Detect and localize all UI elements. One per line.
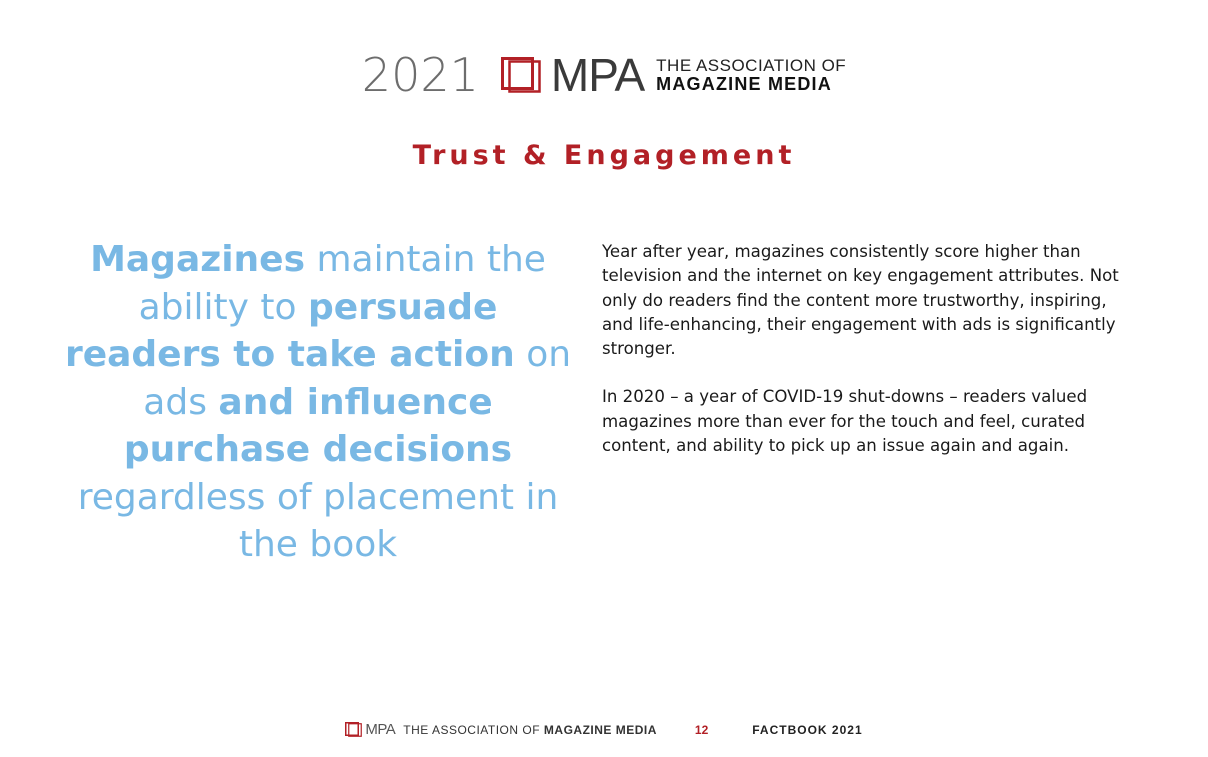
pull-quote-segment: regardless of placement in the book [77, 476, 559, 565]
pull-quote-segment: persuade readers to take action [64, 286, 515, 375]
footer-association [403, 723, 657, 737]
pull-quote-segment: and influence purchase decisions [123, 381, 513, 470]
header [0, 48, 1208, 102]
header-year: 2021 [361, 48, 479, 102]
body-paragraph-1: Year after year, magazines consistently score higher than television and the internet on key engagement attributes. Not only do readers find the content more trustworthy, inspiring, and life-enhancing, their engagement with ads is significantly stronger. [602, 242, 1119, 359]
body-paragraph-2: In 2020 – a year of COVID-19 shut-downs – readers valued magazines more than ever for the touch and feel, curated content, and ability to pick up an issue again and again. [602, 387, 1088, 456]
footer-association-bold: MAGAZINE MEDIA [543, 722, 657, 737]
page-title: Trust & Engagement [412, 140, 796, 171]
mpa-logo-text: MPA [550, 49, 645, 101]
mpa-logo-icon [501, 57, 541, 93]
footer-logo [345, 721, 395, 738]
page-number: 12 [694, 722, 709, 737]
pull-quote-segment: maintain the ability to [138, 239, 546, 328]
association-line-1: THE ASSOCIATION OF [656, 56, 847, 75]
footer [0, 721, 1208, 738]
footer-association-prefix: THE ASSOCIATION OF [403, 722, 544, 737]
association-name [656, 57, 846, 93]
association-line-2: MAGAZINE MEDIA [656, 74, 832, 94]
footer-logo-text: MPA [365, 721, 396, 738]
pull-quote [58, 236, 578, 569]
pull-quote-segment: Magazines [90, 239, 306, 280]
body-copy [602, 240, 1142, 482]
footer-mpa-logo-icon [345, 722, 362, 737]
footer-book-title: FACTBOOK 2021 [752, 722, 863, 737]
pull-quote-segment: on ads [143, 334, 572, 423]
